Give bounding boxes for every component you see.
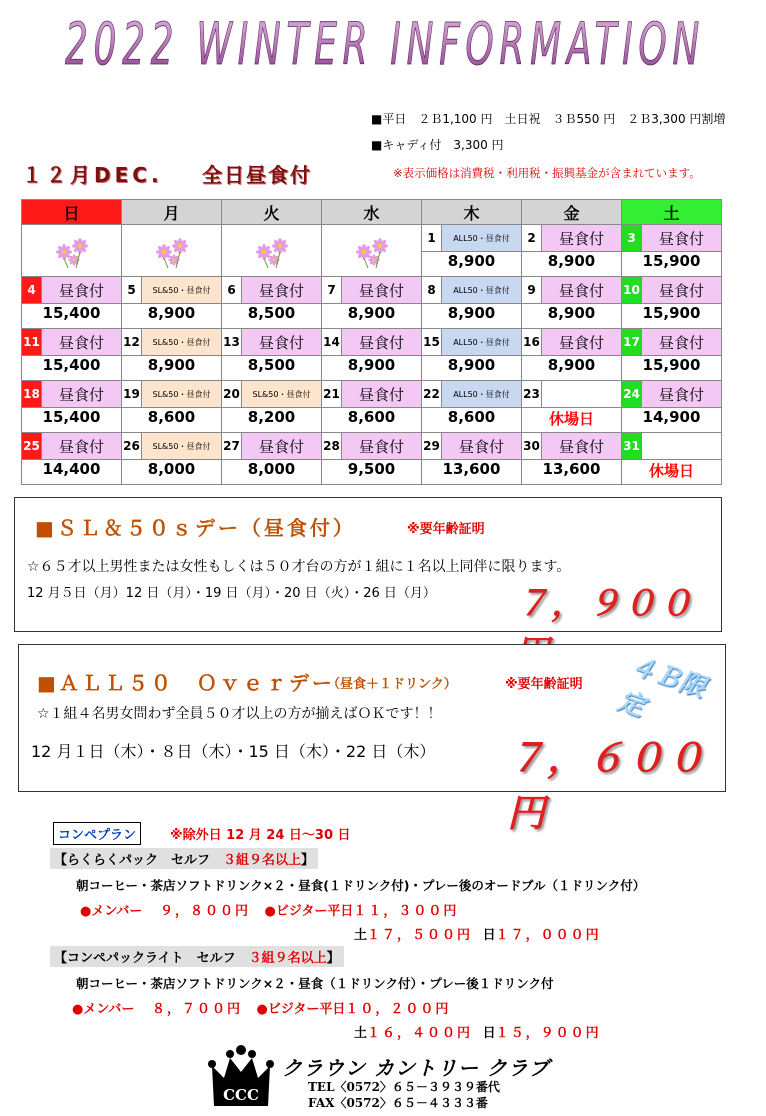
day-header — [122, 329, 221, 355]
day-price: 8,500 — [247, 356, 296, 374]
pack2-member-price: ８，７００円 — [151, 1002, 242, 1017]
calendar-day-cell — [222, 329, 322, 356]
closed-day-label: 休場日 — [548, 410, 594, 428]
all50-subtitle: （昼食＋１ドリンク） — [327, 677, 457, 692]
month-title: １２月DEC. — [22, 163, 163, 187]
day-number: 15 — [422, 329, 442, 355]
pack1-description: 朝コーヒー・茶店ソフトドリンク×２・昼食(１ドリンク付)・プレー後のオードブル（１ドリンク付） — [76, 878, 646, 893]
pack1-sat-price: １７，５００円 — [367, 928, 473, 943]
pack2-visitor-price: １０，２００円 — [345, 1002, 451, 1017]
club-tel: TEL〈0572〉６５－３９３９番代 — [308, 1080, 500, 1094]
day-plan: ALL50・昼食付 — [442, 329, 521, 355]
pack2-header-end: 】 — [326, 951, 340, 966]
day-plan: 昼食付 — [342, 381, 421, 407]
calendar-price-row — [22, 304, 722, 329]
day-header — [322, 277, 421, 303]
day-number: 11 — [22, 329, 42, 355]
day-plan: SL&50・昼食付 — [142, 329, 221, 355]
day-price: 8,900 — [547, 304, 596, 322]
day-price: 15,900 — [642, 304, 701, 322]
calendar-day-cell — [222, 433, 322, 460]
pack1-sat-label: 土 — [354, 928, 368, 943]
day-price: 8,900 — [547, 252, 596, 270]
day-number: 8 — [422, 277, 442, 303]
weekday-header-row — [22, 200, 722, 225]
day-plan: 昼食付 — [642, 225, 721, 251]
day-price: 8,900 — [147, 304, 196, 322]
calendar-empty-cell — [222, 225, 322, 277]
day-plan: ALL50・昼食付 — [442, 381, 521, 407]
calendar-price-cell — [122, 460, 222, 485]
day-plan: 昼食付 — [342, 277, 421, 303]
day-plan: SL&50・昼食付 — [142, 381, 221, 407]
pack2-header-label: 【コンペパックライト セルフ — [54, 951, 236, 966]
day-header — [322, 381, 421, 407]
closed-day-label: 休場日 — [648, 462, 694, 480]
calendar-price-cell — [322, 356, 422, 381]
calendar-price-cell — [622, 408, 722, 433]
day-price: 8,900 — [347, 304, 396, 322]
flower-decoration — [22, 226, 121, 276]
calendar-price-cell — [322, 408, 422, 433]
day-header — [22, 329, 121, 355]
all50-age-note: ※要年齢証明 — [505, 677, 583, 692]
calendar-day-cell — [522, 277, 622, 304]
sl50-box — [14, 497, 722, 632]
calendar-price-cell — [122, 356, 222, 381]
calendar-day-cell — [422, 225, 522, 252]
calendar-day-cell — [322, 277, 422, 304]
calendar-day-cell — [622, 225, 722, 252]
day-header — [522, 381, 621, 407]
calendar-price-cell — [322, 460, 422, 485]
all50-condition: ☆１組４名男女問わず全員５０才以上の方が揃えばＯＫです！！ — [37, 706, 442, 722]
pack2-member-label: ●メンバー — [72, 1002, 148, 1017]
day-number: 22 — [422, 381, 442, 407]
day-plan — [542, 381, 621, 407]
cosmos-flower-icon — [350, 234, 394, 268]
day-price: 15,400 — [42, 304, 101, 322]
price-info-line-1: ■平日 ２Ｂ1,100 円 土日祝 ３Ｂ550 円 ２Ｂ3,300 円割増 — [371, 112, 726, 126]
day-price: 8,900 — [447, 356, 496, 374]
pack1-visitor-price: １１，３００円 — [353, 904, 459, 919]
day-header — [22, 277, 121, 303]
day-price: 8,000 — [147, 460, 196, 478]
calendar-day-cell — [122, 329, 222, 356]
calendar-day-cell — [22, 433, 122, 460]
calendar-price-row — [22, 408, 722, 433]
calendar-day-cell — [422, 433, 522, 460]
svg-text:CCC: CCC — [223, 1086, 259, 1104]
calendar-price-cell — [422, 304, 522, 329]
flower-decoration — [122, 226, 221, 276]
weekday-wed: 水 — [322, 200, 422, 225]
calendar-day-cell — [522, 433, 622, 460]
calendar-table — [21, 199, 722, 485]
day-plan: 昼食付 — [642, 329, 721, 355]
compe-exclusion: ※除外日 12 月 24 日～30 日 — [170, 828, 351, 843]
calendar-price-cell — [422, 252, 522, 277]
pack2-prices-row2 — [354, 1022, 601, 1041]
calendar-week-row — [22, 277, 722, 304]
day-plan: 昼食付 — [642, 277, 721, 303]
day-header — [422, 329, 521, 355]
day-price: 15,900 — [642, 252, 701, 270]
calendar-price-cell — [622, 304, 722, 329]
sl50-title: ■ＳＬ＆５０ｓデー（昼食付） — [35, 516, 356, 540]
day-header — [222, 433, 321, 459]
pack1-member-price: ９，８００円 — [159, 904, 250, 919]
pack2-header-min: ３組９名以上 — [248, 951, 327, 966]
weekday-thu: 木 — [422, 200, 522, 225]
calendar-price-row — [22, 460, 722, 485]
pack2-header — [50, 946, 344, 967]
day-price: 13,600 — [542, 460, 601, 478]
day-plan: SL&50・昼食付 — [142, 277, 221, 303]
calendar-price-cell — [222, 408, 322, 433]
day-price: 8,500 — [247, 304, 296, 322]
day-number: 29 — [422, 433, 442, 459]
pack1-prices-row2 — [354, 924, 601, 943]
calendar-day-cell — [122, 277, 222, 304]
day-number: 26 — [122, 433, 142, 459]
calendar-price-cell — [622, 356, 722, 381]
day-number: 31 — [622, 433, 642, 459]
pack2-description: 朝コーヒー・茶店ソフトドリンク×２・昼食（１ドリンク付）・プレー後１ドリンク付 — [76, 976, 554, 991]
day-price: 8,200 — [247, 408, 296, 426]
day-number: 18 — [22, 381, 42, 407]
calendar-price-cell — [322, 304, 422, 329]
pack2-sun-label: 日 — [482, 1026, 496, 1041]
club-name: クラウン カントリー クラブ — [282, 1056, 550, 1080]
calendar-day-cell — [22, 329, 122, 356]
weekday-fri: 金 — [522, 200, 622, 225]
day-header — [122, 433, 221, 459]
day-price: 15,900 — [642, 356, 701, 374]
day-header — [422, 277, 521, 303]
pack2-sat-price: １６，４００円 — [367, 1026, 473, 1041]
calendar-price-cell — [22, 356, 122, 381]
svg-text:2022 WINTER INFORMATION: 2022 WINTER INFORMATION — [65, 10, 705, 78]
crown-logo-icon — [208, 1044, 274, 1112]
day-header — [522, 277, 621, 303]
cosmos-flower-icon — [150, 234, 194, 268]
day-price: 8,600 — [447, 408, 496, 426]
calendar-day-cell — [322, 329, 422, 356]
calendar-price-cell — [22, 408, 122, 433]
calendar-day-cell — [22, 381, 122, 408]
price-info-line-2: ■キャディ付 3,300 円 — [371, 138, 504, 152]
pack2-sat-label: 土 — [354, 1026, 368, 1041]
sl50-price: ７，９００ — [515, 584, 695, 624]
day-header — [622, 329, 721, 355]
calendar-week-row — [22, 381, 722, 408]
pack1-header-min: ３組９名以上 — [223, 853, 302, 868]
sl50-dates: 12 月５日（月）12 日（月）・19 日（月）・20 日（火）・26 日（月） — [27, 586, 436, 601]
day-number: 4 — [22, 277, 42, 303]
calendar-day-cell — [522, 381, 622, 408]
weekday-sat: 土 — [622, 200, 722, 225]
day-price: 8,900 — [347, 356, 396, 374]
day-plan: ALL50・昼食付 — [442, 277, 521, 303]
day-header — [522, 225, 621, 251]
calendar-day-cell — [222, 381, 322, 408]
calendar-price-cell — [122, 408, 222, 433]
day-plan: 昼食付 — [542, 277, 621, 303]
day-price: 15,400 — [42, 408, 101, 426]
calendar-price-cell — [222, 356, 322, 381]
day-plan: 昼食付 — [542, 433, 621, 459]
day-header — [222, 381, 321, 407]
calendar-day-cell — [422, 381, 522, 408]
calendar-price-cell — [222, 304, 322, 329]
day-number: 6 — [222, 277, 242, 303]
day-header — [522, 433, 621, 459]
day-number: 25 — [22, 433, 42, 459]
calendar-day-cell — [222, 277, 322, 304]
calendar-price-cell — [422, 460, 522, 485]
all50-dates: 12 月１日（木）・８日（木）・15 日（木）・22 日（木） — [31, 742, 436, 761]
day-number: 3 — [622, 225, 642, 251]
weekday-mon: 月 — [122, 200, 222, 225]
flower-decoration — [222, 226, 321, 276]
pack1-prices-row1 — [80, 900, 458, 919]
day-price: 8,600 — [147, 408, 196, 426]
day-price: 8,900 — [547, 356, 596, 374]
day-header — [122, 381, 221, 407]
day-price: 8,900 — [447, 252, 496, 270]
day-number: 20 — [222, 381, 242, 407]
day-number: 13 — [222, 329, 242, 355]
cosmos-flower-icon — [50, 234, 94, 268]
all50-price: ７，６００円 — [507, 736, 708, 835]
calendar-day-cell — [522, 329, 622, 356]
lunch-title: 全日昼食付 — [202, 163, 312, 187]
day-price: 15,400 — [42, 356, 101, 374]
day-header — [422, 381, 521, 407]
day-number: 16 — [522, 329, 542, 355]
day-header — [222, 329, 321, 355]
flower-decoration — [322, 226, 421, 276]
day-header — [622, 381, 721, 407]
day-number: 23 — [522, 381, 542, 407]
calendar-price-cell — [522, 304, 622, 329]
cosmos-flower-icon — [250, 234, 294, 268]
weekday-tue: 火 — [222, 200, 322, 225]
calendar-price-cell — [522, 408, 622, 433]
pack2-sun-price: １５，９００円 — [495, 1026, 601, 1041]
calendar-price-cell — [422, 408, 522, 433]
day-plan: 昼食付 — [242, 433, 321, 459]
day-number: 19 — [122, 381, 142, 407]
day-plan: SL&50・昼食付 — [242, 381, 321, 407]
all50-box — [18, 644, 726, 835]
club-fax: FAX〈0572〉６５－４３３３番 — [308, 1096, 488, 1110]
pack1-header-label: 【らくらくパック セルフ — [54, 853, 211, 868]
calendar-price-cell — [622, 460, 722, 485]
page-title — [60, 8, 710, 78]
day-number: 24 — [622, 381, 642, 407]
calendar-price-cell — [22, 304, 122, 329]
calendar-day-cell — [522, 225, 622, 252]
calendar-week-row — [22, 329, 722, 356]
day-header — [422, 433, 521, 459]
day-plan: ALL50・昼食付 — [442, 225, 521, 251]
day-plan: 昼食付 — [42, 277, 121, 303]
calendar-day-cell — [122, 433, 222, 460]
calendar-empty-cell — [322, 225, 422, 277]
day-plan: SL&50・昼食付 — [142, 433, 221, 459]
pack1-header — [50, 848, 318, 869]
day-number: 21 — [322, 381, 342, 407]
day-header — [322, 329, 421, 355]
pack1-sun-price: １７，０００円 — [495, 928, 601, 943]
day-plan: 昼食付 — [342, 329, 421, 355]
calendar-price-cell — [522, 252, 622, 277]
calendar-day-cell — [422, 329, 522, 356]
day-plan: 昼食付 — [242, 329, 321, 355]
pack1-member-label: ●メンバー — [80, 904, 156, 919]
day-header — [22, 381, 121, 407]
sl50-age-note: ※要年齢証明 — [407, 522, 485, 537]
day-plan: 昼食付 — [542, 225, 621, 251]
compe-plan-label: コンペプラン — [53, 822, 141, 845]
calendar-empty-cell — [122, 225, 222, 277]
day-price: 8,000 — [247, 460, 296, 478]
pack1-sun-label: 日 — [482, 928, 496, 943]
day-price: 8,900 — [147, 356, 196, 374]
day-header — [22, 433, 121, 459]
day-plan: 昼食付 — [42, 329, 121, 355]
day-price: 8,600 — [347, 408, 396, 426]
day-plan: 昼食付 — [542, 329, 621, 355]
day-plan: 昼食付 — [242, 277, 321, 303]
pack2-prices-row1 — [72, 998, 450, 1017]
tax-note: ※表示価格は消費税・利用税・振興基金が含まれています。 — [393, 166, 701, 180]
calendar-price-row — [22, 356, 722, 381]
day-header — [622, 433, 721, 459]
calendar-day-cell — [22, 277, 122, 304]
calendar-day-cell — [622, 329, 722, 356]
calendar-price-cell — [222, 460, 322, 485]
calendar-price-cell — [422, 356, 522, 381]
day-number: 14 — [322, 329, 342, 355]
day-number: 9 — [522, 277, 542, 303]
day-plan: 昼食付 — [442, 433, 521, 459]
day-number: 5 — [122, 277, 142, 303]
day-number: 17 — [622, 329, 642, 355]
calendar-day-cell — [122, 381, 222, 408]
pack1-header-end: 】 — [301, 853, 315, 868]
day-price: 8,900 — [447, 304, 496, 322]
calendar-day-cell — [322, 381, 422, 408]
day-number: 7 — [322, 277, 342, 303]
calendar-day-cell — [622, 433, 722, 460]
all50-4b-badge: ４Ｂ限定 — [614, 650, 710, 723]
all50-title: ■ＡＬＬ５０ Ｏｖｅｒデー — [37, 671, 335, 695]
day-number: 1 — [422, 225, 442, 251]
day-header — [622, 225, 721, 251]
day-header — [122, 277, 221, 303]
pack2-visitor-label: ●ビジター平日 — [256, 1002, 346, 1017]
day-header — [222, 277, 321, 303]
day-number: 10 — [622, 277, 642, 303]
calendar-body — [22, 225, 722, 485]
weekday-sun: 日 — [22, 200, 122, 225]
day-plan: 昼食付 — [642, 381, 721, 407]
day-number: 2 — [522, 225, 542, 251]
day-plan: 昼食付 — [342, 433, 421, 459]
calendar-day-cell — [322, 433, 422, 460]
calendar-day-cell — [622, 277, 722, 304]
calendar-price-cell — [522, 356, 622, 381]
calendar-price-cell — [522, 460, 622, 485]
day-price: 14,900 — [642, 408, 701, 426]
sl50-condition: ☆６５才以上男性または女性もしくは５０才台の方が１組に１名以上同伴に限ります。 — [27, 559, 571, 575]
day-header — [322, 433, 421, 459]
day-price: 13,600 — [442, 460, 501, 478]
day-price: 14,400 — [42, 460, 101, 478]
day-number: 27 — [222, 433, 242, 459]
calendar-price-cell — [22, 460, 122, 485]
calendar-day-cell — [622, 381, 722, 408]
calendar-day-cell — [422, 277, 522, 304]
day-header — [622, 277, 721, 303]
day-number: 12 — [122, 329, 142, 355]
calendar-week-row — [22, 225, 722, 252]
pack1-visitor-label: ●ビジター平日 — [264, 904, 354, 919]
day-number: 30 — [522, 433, 542, 459]
day-price: 9,500 — [347, 460, 396, 478]
calendar-empty-cell — [22, 225, 122, 277]
day-header — [422, 225, 521, 251]
day-plan — [642, 433, 721, 459]
calendar-price-cell — [622, 252, 722, 277]
day-header — [522, 329, 621, 355]
calendar-week-row — [22, 433, 722, 460]
day-plan: 昼食付 — [42, 433, 121, 459]
day-plan: 昼食付 — [42, 381, 121, 407]
calendar-price-cell — [122, 304, 222, 329]
day-number: 28 — [322, 433, 342, 459]
